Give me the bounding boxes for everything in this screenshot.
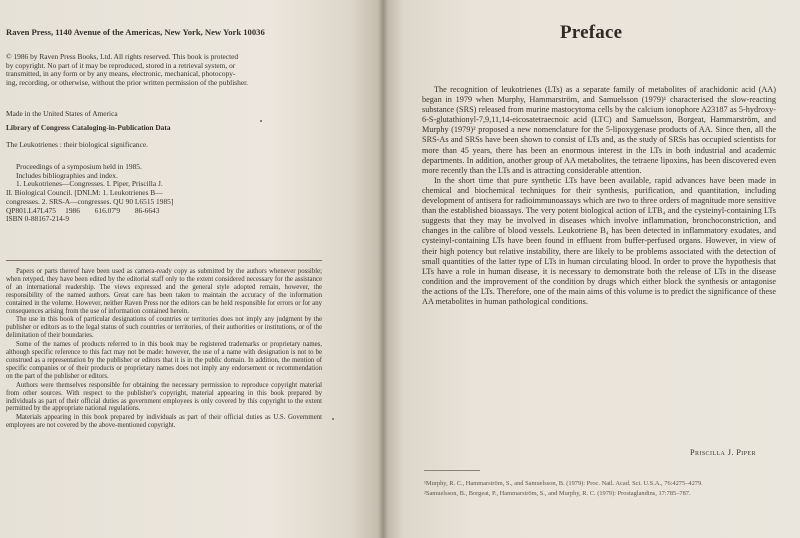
- publisher-address: Raven Press, 1140 Avenue of the Americas, New York, New York 10036: [6, 27, 265, 37]
- note-paragraph: Materials appearing in this book prepared by individuals as part of their official duties as U.S. Government employees are not covered by the above-mentioned copyright.: [6, 414, 322, 430]
- note-paragraph: The use in this book of particular designations of countries or territories does not imply any judgment by the publisher or editors as to the legal status of such countries or territories, of their authorities or institutions, or of the delimitation of their boundaries.: [6, 316, 322, 340]
- publisher-notes: [6, 268, 322, 431]
- preface-paragraph: The recognition of leukotrienes (LTs) as a separate family of metabolites of arachidonic acid (AA) began in 1979 when Murphy, Hammarström, and Samuelsson (1979)¹ characterised the slow-reacting substance (SRS) released from murine mastocytoma cells by the calcium ionophore A23187 as 5-hydroxy-6-S-glutathionyl-7,9,11,14-eicosatetraecnoic acid (LTC) and Samuelsson, Borgeat, Hammarström, and Murphy (1979)² proposed a new nomenclature for the 5-lipoxygenase products of AA. Since then, all the SRS-As and SRSs have been shown to consist of LTs and, as the study of SRSs has occupied scientists for more than 45 years, there has been an enormous interest in the LTs in both industrial and academic departments. In addition, another group of AA metabolites, the tetraene lipoxins, has been discovered even more recently than the LTs and is attracting considerable attention.: [422, 85, 776, 175]
- footnote: ¹Murphy, R. C., Hammarström, S., and Samuelsson, B. (1979): Proc. Natl. Acad. Sci. U.S.A., 76:4275–4279.: [424, 480, 703, 487]
- section-divider: [6, 260, 322, 261]
- page-title: Preface: [560, 22, 623, 43]
- lc-cip-heading: Library of Congress Cataloging-in-Publication Data: [6, 123, 171, 132]
- footnotes: [424, 480, 780, 499]
- cip-record: [6, 163, 322, 224]
- preface-body: [422, 85, 776, 307]
- note-paragraph: Authors were themselves responsible for obtaining the necessary permission to reproduce copyright material from other sources. With respect to the publisher's copyright, material appearing in this book prepared by individuals as part of their official duties as government employees is only covered by this copyright to the extent permitted by the appropriate national regulations.: [6, 381, 322, 413]
- preface-paragraph: In the short time that pure synthetic LTs have been available, rapid advances have been made in chemical and biochemical techniques for their synthesis, purification, and quantitation, including development of antisera for radioimmunoassays which are two to three orders of magnitude more sensitive than the established bioassays. The very potent biological action of LTB₄ and the cysteinyl-containing LTs suggests that they may be involved in diseases which involve inflammation, bronchoconstriction, and changes in the calibre of blood vessels. Leukotriene B₄ has been detected in inflammatory exudates, and cysteinyl-containing LTs have been found in effluent from buffer-perfused organs. However, in view of their high potency but relative instability, there are likely to be problems associated with the detection of small quantities of the latter type of LTs in human circulating blood. In order to prove the hypothesis that LTs have a role in human disease, it is necessary to demonstrate both the release of LTs in the disease condition and the improvement of the condition by drugs which either block the synthesis or antagonise the actions of the LTs. Therefore, one of the main aims of this volume is to predict the significance of these AA metabolites in human pathological conditions.: [422, 175, 776, 306]
- copyright-line: ing, recording, or otherwise, without the prior written permission of the publisher.: [6, 78, 248, 88]
- footnote-divider: [424, 470, 480, 471]
- copyright-line: by copyright. No part of it may be reproduced, stored in a retrieval system, or: [6, 60, 236, 70]
- book-gutter: [378, 0, 388, 538]
- note-paragraph: Papers or parts thereof have been used as camera-ready copy as submitted by the authors whenever possible; when retyped, they have been edited by the editorial staff only to the extent considered necessary for the assistance of an international readership. The views expressed and the general style adopted remain, however, the responsibility of the named authors. Great care has been taken to maintain the accuracy of the information contained in the volume. However, neither Raven Press nor the editors can be held responsible for errors or for any consequences arising from the use of information contained herein.: [6, 268, 322, 315]
- paper-speck: [332, 418, 334, 420]
- cip-line: congresses. 2. SRS-A—congresses. QU 90 L6515 1985]: [6, 196, 174, 206]
- footnote: ²Samuelsson, B., Borgeat, P., Hammarström, S., and Murphy, R. C. (1979): Prostaglandins, 17:785–787.: [424, 489, 691, 497]
- copyright-notice: [6, 53, 322, 88]
- cip-line: II. Biological Council. [DNLM: 1. Leukotrienes B—: [6, 188, 163, 198]
- copyright-line: © 1986 by Raven Press Books, Ltd. All rights reserved. This book is protected: [6, 52, 239, 61]
- author-signature: Priscilla J. Piper: [690, 448, 756, 457]
- cip-line: Proceedings of a symposium held in 1985.: [16, 162, 142, 171]
- cip-line: Includes bibliographies and index.: [16, 170, 118, 180]
- note-paragraph: Some of the names of products referred to in this book may be registered trademarks or proprietary names, although specific reference to this fact may not be made: however, the use of a name with designation is not to be construed as a representation by the publisher or editors that it is in the public domain. In addition, the mention of specific companies or of their products or proprietary names does not imply any endorsement or recommendation on the part of the publisher or editors.: [6, 341, 322, 380]
- paper-speck: [260, 120, 262, 122]
- cip-line: 1. Leukotrienes—Congresses. I. Piper, Priscilla J.: [16, 179, 163, 189]
- copyright-line: transmitted, in any form or by any means, electronic, mechanical, photocopy-: [6, 69, 236, 79]
- made-in-line: Made in the United States of America: [6, 109, 118, 118]
- cip-line: QP801.L47L475 1986 616.07'9 86-6643: [6, 205, 160, 215]
- cip-title-line: The Leukotrienes : their biological significance.: [6, 140, 149, 149]
- cip-line: ISBN 0-88167-214-9: [6, 214, 70, 224]
